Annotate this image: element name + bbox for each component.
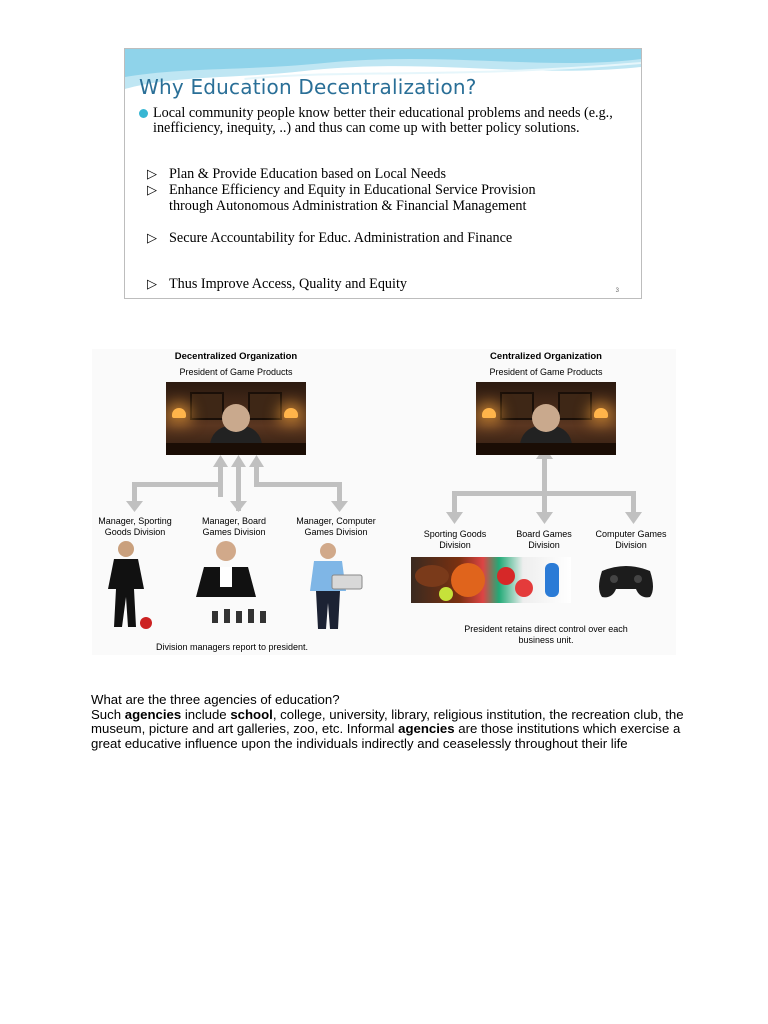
slide-sub-bullet-text: Secure Accountability for Educ. Administration and Finance [169, 230, 513, 246]
slide-sub-bullet [147, 166, 609, 182]
decentralized-title: Decentralized Organization [174, 351, 298, 362]
decentralized-caption: Division managers report to president. [155, 642, 309, 652]
products-photo [411, 557, 571, 603]
computer-manager-photo [300, 541, 370, 633]
centralized-caption: President retains direct control over each business unit. [464, 624, 628, 645]
slide-sub-bullet [147, 276, 609, 292]
answer-segment: include [181, 706, 231, 722]
slide-sub-bullet [147, 182, 569, 214]
game-controller-photo [596, 559, 656, 599]
centralized-president-label: President of Game Products [489, 367, 603, 377]
question-text: What are the three agencies of education? [91, 692, 340, 707]
answer-segment: , college, university, library, religious institution, the recreation club, the museum, picture and art galleries, zoo, etc. Informal [91, 706, 684, 736]
manager-label: Manager, Computer Games Division [296, 516, 376, 537]
slide-sub-bullet-text: Thus Improve Access, Quality and Equity [169, 276, 407, 292]
answer-bold-term: agencies [398, 721, 455, 736]
answer-bold-term: school [230, 706, 273, 722]
answer-bold-term: agencies [124, 706, 182, 722]
slide-title: Why Education Decentralization? [139, 75, 477, 99]
slide-main-bullet [153, 106, 613, 136]
slide-sub-bullet-text: Plan & Provide Education based on Local Needs [169, 166, 446, 182]
decentralized-president-label: President of Game Products [179, 367, 293, 377]
slide-image [124, 48, 642, 299]
manager-label: Manager, Sporting Goods Division [98, 516, 172, 537]
qa-section [91, 693, 691, 751]
division-label: Computer Games Division [595, 529, 667, 550]
triangle-bullet-icon: ▷ [147, 182, 157, 197]
slide-main-bullet-text: Local community people know better their educational problems and needs (e.g., inefficiency, inequity, ..) and thus can come up with better policy solutions. [153, 105, 613, 136]
answer-text [91, 708, 691, 752]
sporting-manager-photo [102, 539, 162, 631]
bullet-dot-icon [139, 109, 148, 118]
triangle-bullet-icon: ▷ [147, 276, 157, 291]
centralized-title: Centralized Organization [490, 351, 602, 362]
president-photo [476, 382, 616, 455]
answer-segment: Such [91, 706, 125, 722]
slide-sub-bullet [147, 230, 589, 246]
slide-page-number: 3 [615, 288, 619, 294]
division-label: Sporting Goods Division [423, 529, 487, 550]
org-chart-figure [92, 349, 676, 655]
answer-segment: are those institutions which exercise a great educative influence upon the individuals indirectly and ceaselessly throughout their life [91, 721, 681, 751]
board-manager-photo [196, 539, 272, 631]
triangle-bullet-icon: ▷ [147, 166, 157, 181]
manager-label: Manager, Board Games Division [201, 516, 267, 537]
triangle-bullet-icon: ▷ [147, 230, 157, 245]
division-label: Board Games Division [516, 529, 572, 550]
slide-sub-bullet-text: Enhance Efficiency and Equity in Educational Service Provision through Autonomous Administration & Financial Management [169, 182, 536, 214]
